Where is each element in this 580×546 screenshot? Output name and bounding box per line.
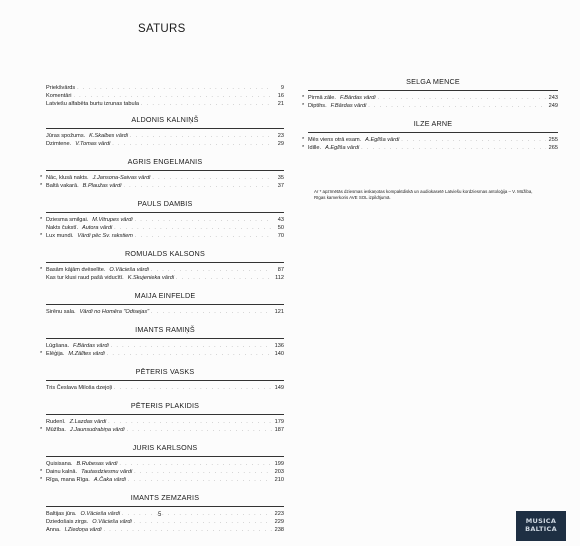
toc-entry [40,174,284,182]
entry-title: Dzimtene. [46,141,72,147]
composer-name: AGRIS ENGELMANIS [127,157,203,166]
entry-page: 149 [274,385,284,391]
section-rule [46,262,284,263]
entry-page: 199 [274,461,284,467]
section-rule [308,90,558,91]
toc-entry [40,426,284,434]
section-rule [308,132,558,133]
composer-name: PĒTERIS VASKS [135,367,195,376]
entry-title: Rudenī. [46,419,66,425]
entry-title: Dziesma smilgai. [46,217,89,223]
entry-page: 29 [277,141,284,147]
composer-section [40,196,284,246]
entry-credit: Tautasdziesmu vārdi [81,469,133,475]
recorded-marker: * [40,469,43,475]
entry-title: Nakts čukstī. [46,225,79,231]
toc-entry [40,350,284,358]
dot-leader [134,468,272,476]
logo-line-2: BALTICA [525,525,557,533]
toc-entry [40,266,284,274]
entry-credit: A.Čaka vārdi [93,477,126,483]
entry-credit: A.Eglīša vārdi [365,137,400,143]
page-title: SATURS [138,23,186,35]
entry-credit: Vārdi pēc Sv. rakstiem [77,233,133,239]
dot-leader [111,342,272,350]
toc-entry [46,342,284,350]
musica-baltica-logo [516,511,566,541]
entry-page: 140 [274,351,284,357]
toc-entry [46,132,284,140]
section-rule [46,456,284,457]
entry-page: 50 [277,225,284,231]
composer-section [46,364,284,398]
toc-entry [46,84,284,92]
entry-page: 136 [274,343,284,349]
toc-entry [46,92,284,100]
entry-credit: F.Bārdas vārdi [339,95,376,101]
entry-title: Diptihs. [308,103,327,109]
composer-name: ILZE ARNE [413,119,453,128]
dot-leader [114,384,272,392]
entry-title: Lūgšana. [46,343,70,349]
page-number: 5 [158,512,162,518]
composer-section [40,398,284,440]
entry-title: Lux mundi. [46,233,74,239]
toc-entry [40,182,284,190]
dot-leader [135,216,272,224]
entry-title: Quisisana. [46,461,73,467]
section-rule [46,170,284,171]
entry-credit: O.Vācieša vārdi [109,267,149,273]
dot-leader [122,510,272,518]
footnote: Ar * apzīmētās dziesmas ieskaņotas kompaktdiskā un audiokasetē Latviešu kordziesmas antoloģija – V. Mūžiba, Rīgas kamerkoris AVE SOL izpildījumā. [314,189,533,200]
entry-page: 210 [274,477,284,483]
toc-entry [46,224,284,232]
toc-entry [40,216,284,224]
recorded-marker: * [40,233,43,239]
entry-page: 121 [274,309,284,315]
entry-page: 223 [274,511,284,517]
recorded-marker: * [40,477,43,483]
section-rule [46,128,284,129]
toc-entry [46,418,284,426]
toc-entry [46,308,284,316]
recorded-marker: * [40,175,43,181]
dot-leader [401,136,546,144]
entry-page: 21 [277,101,284,107]
composer-section [40,440,284,490]
entry-credit: B.Plaužas vārdi [82,183,122,189]
composer-name: IMANTS RAMIŅŠ [135,325,195,334]
dot-leader [108,418,272,426]
composer-section [40,154,284,196]
entry-title: Idille. [308,145,322,151]
section-rule [46,212,284,213]
entry-credit: F.Bārdas vārdi [330,103,367,109]
dot-leader [119,460,272,468]
dot-leader [135,232,272,240]
entry-page: 70 [277,233,284,239]
entry-title: Sirēnu sala. [46,309,76,315]
entry-title: Tris Česlava Miloša dzejoļi [46,385,113,391]
section-rule [46,414,284,415]
toc-entry [46,460,284,468]
recorded-marker: * [40,427,43,433]
entry-title: Latviešu alfabēta burtu izrunas tabula [46,101,139,107]
dot-leader [152,174,272,182]
entry-page: 16 [277,93,284,99]
composer-name: JURIS KARLSONS [132,443,198,452]
toc-entry [46,384,284,392]
entry-title: Komentāri [46,93,72,99]
recorded-marker: * [302,103,305,109]
entry-title: Nāc, klusā nakts. [46,175,89,181]
entry-title: Elēģija. [46,351,65,357]
section-rule [46,380,284,381]
recorded-marker: * [40,183,43,189]
entry-credit: Autora vārdi [82,225,113,231]
composer-section [46,490,284,540]
section-rule [46,304,284,305]
composer-name: PAULS DAMBIS [137,199,193,208]
entry-title: Kas tur klusi raud pašā viducītī. [46,275,124,281]
entry-credit: O.Vācieša vārdi [80,511,120,517]
section-rule [46,338,284,339]
toc-entry [302,94,558,102]
entry-title: Priekšvārds [46,85,76,91]
toc-entry [302,136,558,144]
dot-leader [112,140,272,148]
toc-entry [46,510,284,518]
dot-leader [124,182,272,190]
entry-credit: Z.Lazdas vārdi [69,419,107,425]
dot-leader [130,132,272,140]
dot-leader [176,274,272,282]
dot-leader [104,526,272,534]
entry-credit: M.Vitrupes vārdi [92,217,133,223]
composer-name: ALDONIS KALNIŅŠ [131,115,199,124]
entry-page: 35 [277,175,284,181]
dot-leader [134,518,272,526]
dot-leader [74,92,273,100]
toc-entry [40,232,284,240]
entry-title: Rīga, mana Rīga. [46,477,90,483]
entry-credit: M.Zālītes vārdi [68,351,105,357]
entry-page: 37 [277,183,284,189]
composer-section [46,288,284,322]
entry-page: 265 [548,145,558,151]
dot-leader [77,84,272,92]
entry-title: Anna. [46,527,61,533]
entry-credit: Vārdi no Homēra "Odisejas" [79,309,150,315]
recorded-marker: * [40,267,43,273]
recorded-marker: * [302,145,305,151]
toc-entry [40,476,284,484]
entry-page: 112 [275,275,284,281]
composer-section [40,322,284,364]
entry-page: 249 [548,103,558,109]
entry-page: 229 [274,519,284,525]
composer-name: SELGA MENCE [406,77,460,86]
entry-title: Mūžība. [46,427,66,433]
toc-entry [46,526,284,534]
composer-section [40,246,284,288]
entry-credit: O.Vācieša vārdi [92,519,132,525]
dot-leader [151,266,272,274]
entry-title: Jūras spožums. [46,133,86,139]
toc-entry [46,274,284,282]
entry-title: Baltijas jūra. [46,511,77,517]
left-column [40,84,284,540]
composer-name: PĒTERIS PLAKIDIS [130,401,200,410]
recorded-marker: * [302,137,305,143]
dot-leader [141,100,272,108]
entry-page: 203 [274,469,284,475]
entry-title: Dainu kalnā. [46,469,78,475]
entry-credit: V.Tomas vārdi [75,141,111,147]
entry-title: Basām kājām dvēselīte. [46,267,106,273]
entry-credit: J.Jaunsudrabiņa vārdi [69,427,125,433]
entry-page: 238 [274,527,284,533]
entry-credit: J.Jansona-Saivas vārdi [92,175,151,181]
composer-name: MAIJA EINFELDE [134,291,196,300]
entry-page: 179 [274,419,284,425]
logo-line-1: MUSICA [525,517,557,525]
entry-credit: I.Ziedoņa vārdi [64,527,102,533]
dot-leader [378,94,546,102]
entry-credit: F.Bārdas vārdi [73,343,109,349]
entry-credit: K.Skalbes vārdi [89,133,129,139]
entry-page: 187 [274,427,284,433]
section-rule [46,506,284,507]
entry-credit: A.Eglīša vārdi [325,145,360,151]
dot-leader [127,426,272,434]
entry-page: 23 [277,133,284,139]
composer-name: ROMUALDS KALSONS [125,249,205,258]
toc-entry [40,468,284,476]
composer-section [46,112,284,154]
entry-page: 9 [280,85,284,91]
dot-leader [128,476,272,484]
dot-leader [368,102,546,110]
recorded-marker: * [40,217,43,223]
dot-leader [107,350,272,358]
entry-credit: K.Skujenieka vārdi [127,275,175,281]
entry-page: 255 [548,137,558,143]
composer-section [302,74,558,116]
entry-page: 243 [548,95,558,101]
dot-leader [114,224,272,232]
entry-title: Baltā vakarā. [46,183,79,189]
dot-leader [151,308,272,316]
toc-entry [46,140,284,148]
composer-name: IMANTS ZEMZARIS [130,493,200,502]
right-column [302,74,558,158]
entry-title: Dziedošais zirgs. [46,519,89,525]
composer-section [302,116,558,158]
recorded-marker: * [302,95,305,101]
entry-title: Pirmā zāle. [308,95,336,101]
dot-leader [361,144,546,152]
toc-entry [302,102,558,110]
entry-page: 43 [277,217,284,223]
entry-title: Mēs viens otrā esam. [308,137,362,143]
toc-entry [302,144,558,152]
recorded-marker: * [40,351,43,357]
entry-page: 87 [277,267,284,273]
toc-entry [46,518,284,526]
entry-credit: B.Rubesas vārdi [76,461,118,467]
toc-entry [46,100,284,108]
